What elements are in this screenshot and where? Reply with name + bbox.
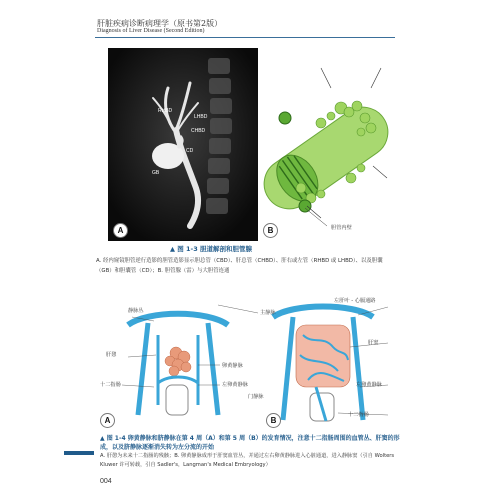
label-left-vitelline-b: 左卵黄静脉 — [356, 382, 382, 388]
figure-1-3-caption-title: ▲ 图 1-3 胆道解剖和胆管腺 — [170, 245, 253, 253]
figure-1-4-caption-title: ▲ 图 1-4 卵黄静脉和脐静脉在第 4 周（A）和第 5 周（B）的发育情况，注意十二指肠周围的血管丛、肝窦的形成，以及脐静脉逐渐消失转为左分流的开始 — [100, 435, 400, 451]
footer-accent-bar — [64, 451, 94, 455]
figure-1-4-caption-body: A. 肝憩为未来十二指肠的残骸；B. 卵黄静脉成形于肝窦血管丛，并通过左右卵黄静脉进入心脏通道，进入静脉窦（引自 Wolters Kluwer 许可转载，引自 Sadler's，Langman's Medical Embryology） — [100, 453, 395, 468]
ercp-xray-drawing — [108, 48, 258, 241]
label-left-vitelline: 左卵黄静脉 — [222, 382, 248, 388]
panel-b-drawing — [273, 307, 373, 422]
label-gb: GB — [152, 170, 160, 176]
figure-1-4 — [98, 295, 398, 430]
label-sinusoid: 肝窦 — [368, 340, 379, 346]
label-cd: CD — [186, 148, 194, 154]
label-duct-wall: 胆管内壁 — [331, 225, 352, 231]
label-vein-plexus: 静脉丛 — [128, 308, 144, 314]
figure-1-3-caption-body: A. 经内窥镜胆管逆行造影的胆管造影显示胆总管（CBD）、肝总管（CHBD）、肝右或左管（RHBD 或 LHBD）、以及胆囊（GB）和胆囊管（CD）；B. 胆管腺（雷）与大胆管连通 — [96, 258, 383, 274]
label-chbd: CHBD — [191, 128, 206, 134]
label-vitelline: 卵黄静脉 — [222, 363, 243, 369]
label-main-vein: 主静脉 — [260, 310, 276, 316]
ercp-cholangiogram-image — [108, 48, 258, 241]
running-header-english: Diagnosis of Liver Disease (Second Edition) — [97, 28, 205, 34]
label-duodenum-b: 十二指肠 — [348, 412, 369, 418]
label-hepatic-bud: 肝憩 — [106, 352, 117, 358]
figure-1-3 — [108, 48, 391, 241]
panel-a-drawing — [128, 314, 228, 415]
header-rule — [95, 37, 395, 38]
running-header-chinese: 肝脏疾病诊断病理学（原书第2版） — [97, 19, 223, 28]
label-lhbd: LHBD — [194, 114, 208, 120]
bile-duct-gland-illustration — [261, 48, 391, 241]
panel-letter-b: B — [263, 223, 278, 238]
label-duodenum-a: 十二指肠 — [100, 382, 121, 388]
vitelline-veins-drawing — [98, 295, 398, 430]
panel-letter-b-fig4: B — [266, 413, 281, 428]
panel-letter-a-fig4: A — [100, 413, 115, 428]
bile-duct-drawing — [261, 48, 391, 241]
page-number: 004 — [100, 478, 112, 485]
label-portal-vein: 门静脉 — [248, 394, 264, 400]
label-left-liver: 左肝叶 - 心膈通路 — [334, 298, 376, 304]
panel-letter-a: A — [113, 223, 128, 238]
label-rhbd: RHBD — [158, 108, 173, 114]
